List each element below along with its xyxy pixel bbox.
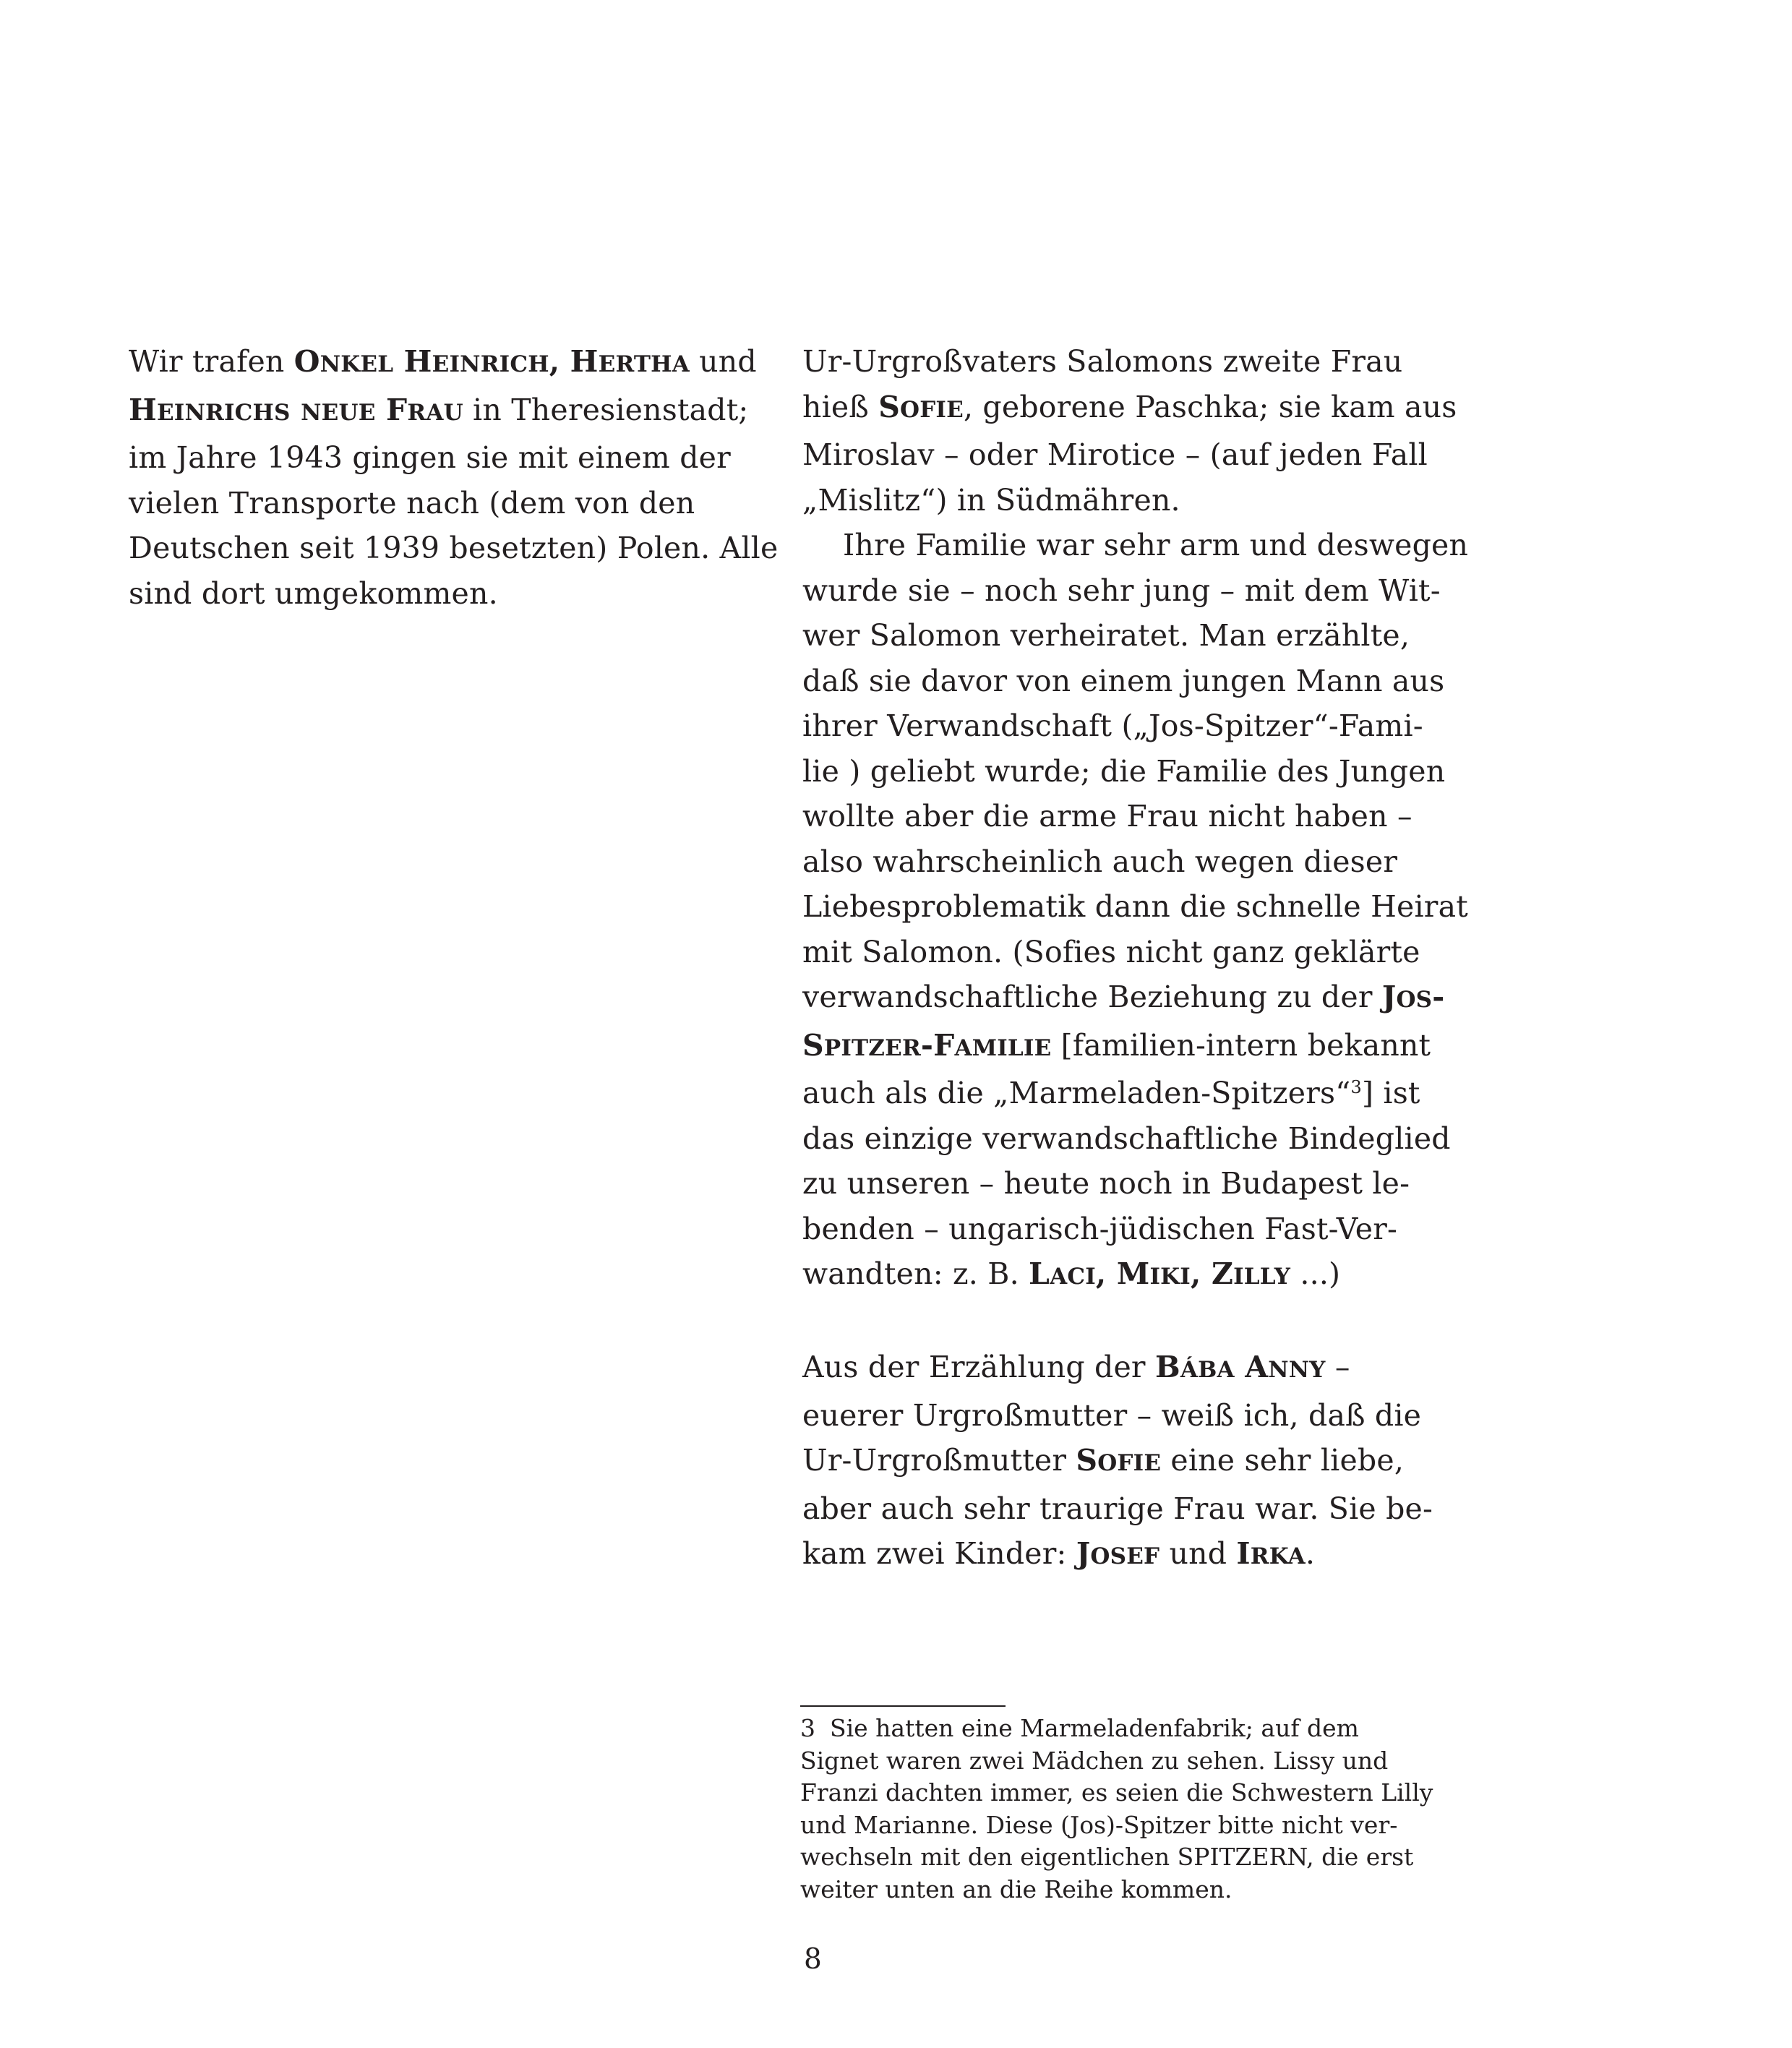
text-run: ...)	[1290, 1256, 1341, 1291]
text-line	[802, 974, 1445, 1023]
text-line	[802, 1071, 1439, 1116]
text-run: wandten: z. B.	[802, 1256, 1029, 1291]
text-line	[802, 749, 1446, 794]
text-run: in Theresienstadt;	[463, 392, 749, 427]
text-run: also wahrscheinlich auch wegen dieser	[802, 844, 1398, 879]
text-run: und	[1159, 1536, 1237, 1571]
text-run: Wir trafen	[129, 344, 294, 379]
text-run: , geborene Paschka; sie kam aus	[963, 389, 1457, 424]
text-line	[802, 1438, 1439, 1486]
text-line	[802, 613, 1439, 659]
text-run: wer Salomon verheiratet. Man erzählte,	[802, 618, 1410, 653]
footnote-line: wechseln mit den eigentlichen SPITZERN, die erst	[800, 1843, 1414, 1871]
text-run: Ihre Familie war sehr arm und deswegen	[843, 528, 1469, 562]
footnote-line: Franzi dachten immer, es seien die Schwestern Lilly	[800, 1778, 1433, 1807]
text-line	[129, 571, 765, 617]
footnote-number: 3	[800, 1714, 815, 1742]
text-run: Ur-Urgroßmutter	[802, 1443, 1076, 1478]
text-line	[802, 1207, 1439, 1252]
text-run: euerer Urgroßmutter – weiß ich, daß die	[802, 1397, 1422, 1433]
text-line	[129, 435, 765, 481]
text-line	[802, 1161, 1439, 1207]
text-line	[802, 1023, 1439, 1071]
text-run: das einzige verwandschaftliche Bindeglied	[802, 1121, 1451, 1156]
text-run: Deutschen seit 1939 besetzten) Polen. Alle	[129, 531, 779, 565]
text-line	[802, 930, 1439, 975]
text-line	[802, 839, 1439, 885]
page-number: 8	[804, 1943, 822, 1976]
footnote-line: und Marianne. Diese (Jos)-Spitzer bitte nicht ver-	[800, 1810, 1398, 1839]
text-run: benden – ungarisch-jüdischen Fast-Ver-	[802, 1211, 1398, 1246]
text-line	[802, 703, 1439, 749]
text-line	[129, 526, 779, 571]
text-line	[802, 568, 1439, 614]
small-caps-name: LACI, MIKI, ZILLY	[1029, 1256, 1291, 1291]
text-line	[802, 659, 1445, 704]
text-line	[802, 339, 1439, 385]
text-run: aber auch sehr traurige Frau war. Sie be-	[802, 1491, 1433, 1526]
text-line	[802, 1345, 1439, 1393]
text-line	[802, 478, 1439, 523]
small-caps-name: JOSEF	[1076, 1536, 1160, 1571]
text-run: auch als die „Marmeladen-Spitzers“	[802, 1076, 1351, 1110]
text-line	[129, 339, 765, 387]
right-column	[802, 339, 1469, 1580]
text-line	[802, 1531, 1439, 1580]
text-run: Aus der Erzählung der	[802, 1350, 1155, 1384]
text-line	[802, 523, 1469, 568]
text-run: verwandschaftliche Beziehung zu der	[802, 980, 1382, 1014]
footnote-line: Signet waren zwei Mädchen zu sehen. Lissy und	[800, 1746, 1389, 1775]
text-line	[802, 432, 1439, 478]
text-line	[802, 385, 1457, 433]
text-run: Liebesproblematik dann die schnelle Heirat	[802, 889, 1468, 924]
text-line	[802, 1486, 1439, 1532]
text-run: wollte aber die arme Frau nicht haben –	[802, 799, 1412, 834]
small-caps-name: JOS-	[1381, 980, 1445, 1014]
left-column	[129, 339, 779, 616]
small-caps-name: HEINRICHS NEUE FRAU	[129, 392, 463, 427]
text-run: daß sie davor von einem jungen Mann aus	[802, 663, 1445, 698]
text-line	[129, 481, 765, 526]
text-run: ] ist	[1361, 1076, 1420, 1110]
text-run: mit Salomon. (Sofies nicht ganz geklärte	[802, 934, 1420, 969]
small-caps-name: SOFIE	[878, 389, 964, 424]
text-run: im Jahre 1943 gingen sie mit einem der	[129, 440, 731, 475]
text-run: vielen Transporte nach (dem von den	[129, 485, 695, 520]
footnote	[800, 1713, 1451, 1906]
text-run: [familien-intern bekannt	[1051, 1027, 1431, 1063]
text-run: und	[689, 344, 757, 379]
text-line	[802, 1251, 1439, 1300]
footnote-line: weiter unten an die Reihe kommen.	[800, 1875, 1232, 1903]
footnote-rule	[800, 1705, 1006, 1707]
text-run: Miroslav – oder Mirotice – (auf jeden Fall	[802, 437, 1428, 472]
text-run: lie ) geliebt wurde; die Familie des Jungen	[802, 753, 1446, 789]
footnote-line	[800, 1713, 1451, 1745]
small-caps-name: BÁBA ANNY	[1154, 1350, 1326, 1384]
text-run: ihrer Verwandschaft („Jos-Spitzer“-Fami-	[802, 708, 1423, 743]
text-run: .	[1305, 1536, 1316, 1571]
text-line	[802, 794, 1439, 839]
text-line	[802, 884, 1468, 930]
text-run: zu unseren – heute noch in Budapest le-	[802, 1166, 1410, 1201]
text-run: eine sehr liebe,	[1161, 1443, 1405, 1478]
text-run: kam zwei Kinder:	[802, 1536, 1076, 1571]
small-caps-name: ONKEL HEINRICH, HERTHA	[293, 344, 690, 379]
text-run: Ur-Urgroßvaters Salomons zweite Frau	[802, 344, 1403, 379]
text-run: „Mislitz“) in Südmähren.	[802, 482, 1180, 518]
text-run: hieß	[802, 389, 879, 424]
small-caps-name: IRKA	[1236, 1536, 1306, 1571]
text-run: sind dort umgekommen.	[129, 575, 498, 611]
text-line	[802, 1393, 1439, 1439]
small-caps-name: SPITZER-FAMILIE	[802, 1027, 1052, 1063]
small-caps-name: SOFIE	[1076, 1443, 1162, 1478]
text-line	[802, 1116, 1451, 1162]
text-run: –	[1325, 1350, 1350, 1384]
footnote-ref: 3	[1350, 1077, 1362, 1097]
text-line	[129, 387, 765, 436]
paragraph-gap	[802, 1300, 1439, 1345]
footnote-text: Sie hatten eine Marmeladenfabrik; auf dem	[830, 1714, 1359, 1742]
text-run: wurde sie – noch sehr jung – mit dem Wit-	[802, 573, 1441, 608]
